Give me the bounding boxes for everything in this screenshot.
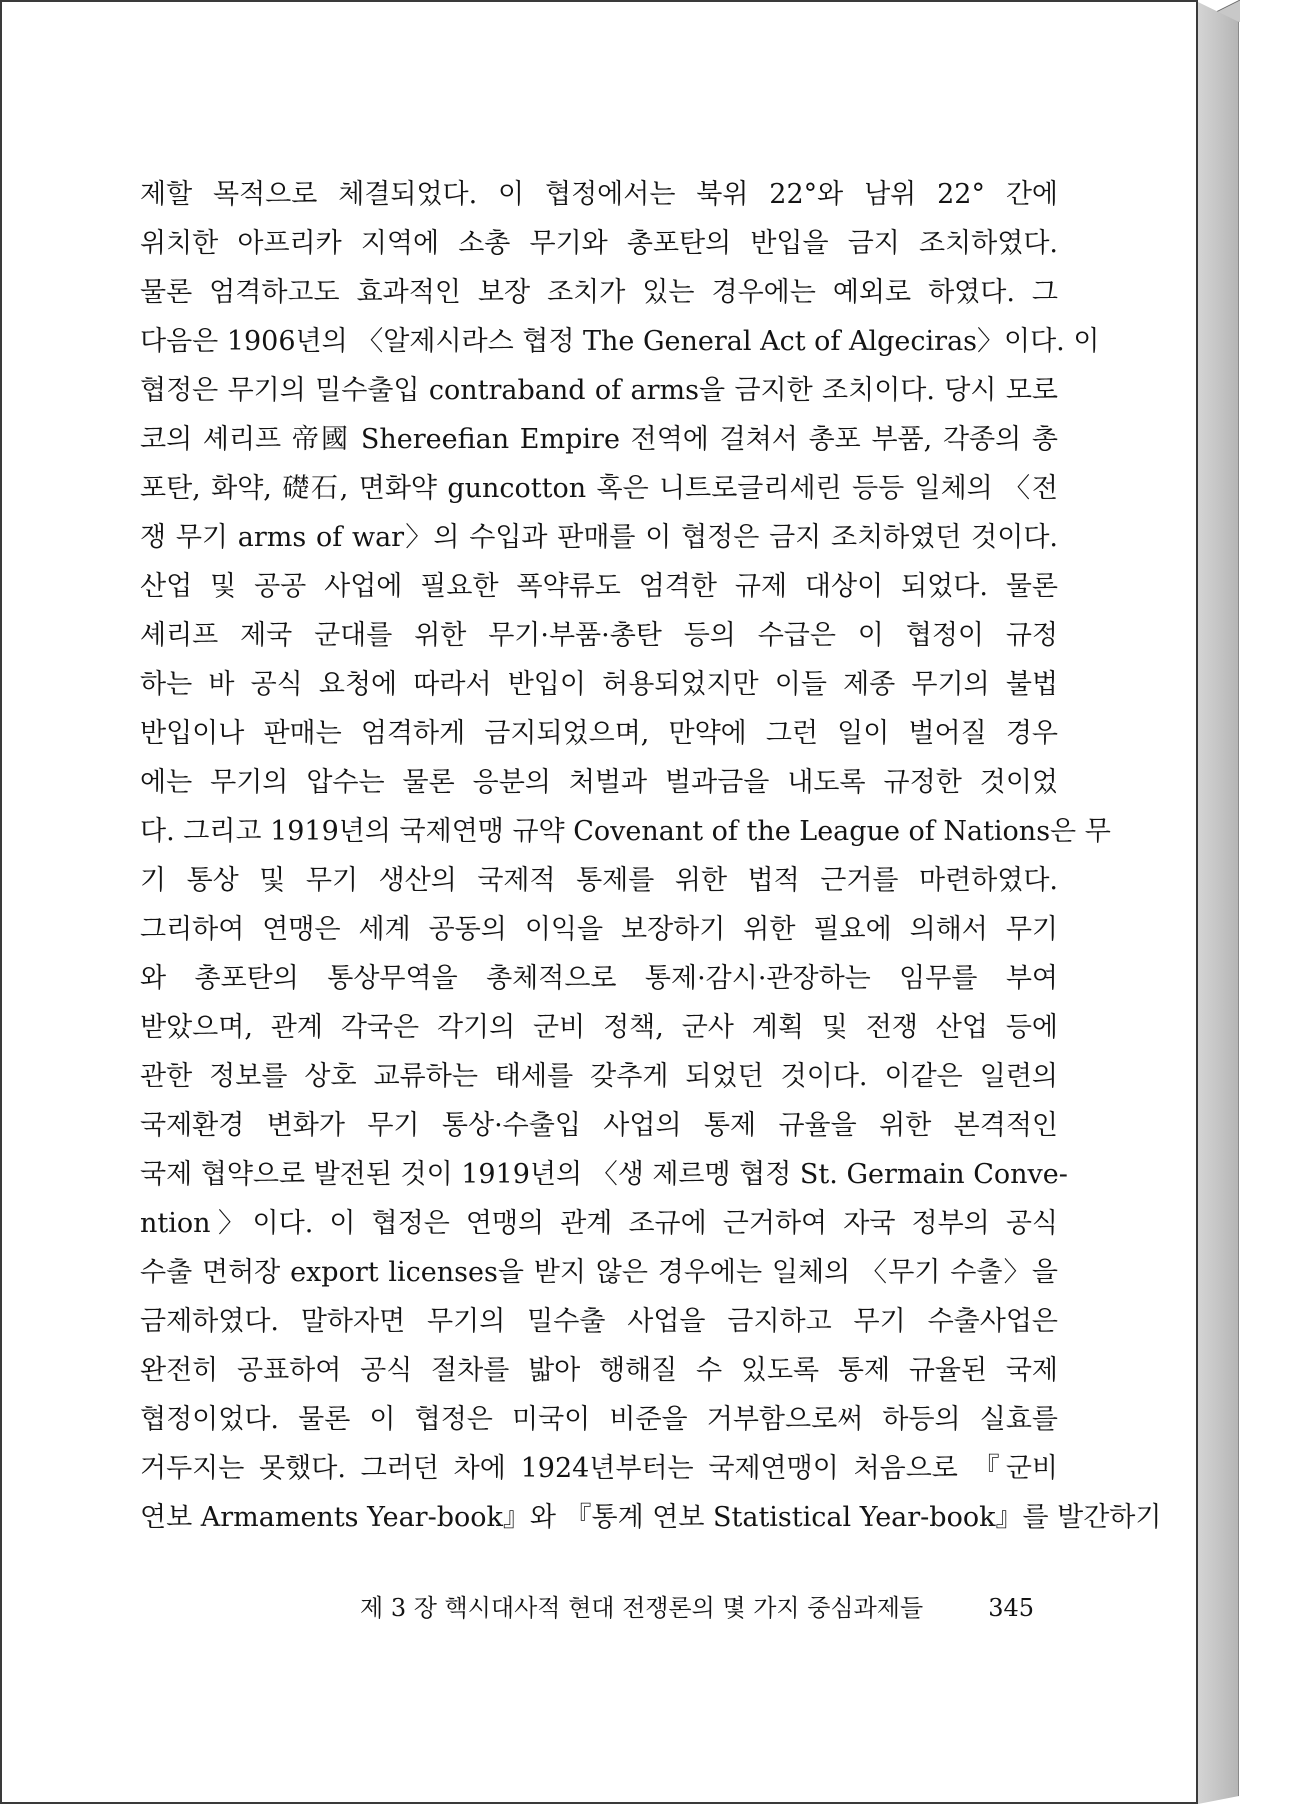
- text-line: 수출 면허장 export licenses을 받지 않은 경우에는 일체의 〈무기 수출〉을: [140, 1257, 1058, 1288]
- text-line: 에는 무기의 압수는 물론 응분의 처벌과 벌과금을 내도록 규정한 것이었: [140, 767, 1058, 798]
- text-line: 셰리프 제국 군대를 위한 무기·부품·총탄 등의 수급은 이 협정이 규정: [140, 620, 1058, 651]
- chapter-title: 제 3 장 핵시대사적 현대 전쟁론의 몇 가지 중심과제들: [360, 1594, 924, 1622]
- text-line: 포탄, 화약, 礎石, 면화약 guncotton 혹은 니트로글리세린 등등 일체의 〈전: [140, 473, 1058, 504]
- text-line: 다. 그리고 1919년의 국제연맹 규약 Covenant of the League of Nations은 무: [140, 816, 1111, 847]
- text-line: 받았으며, 관계 각국은 각기의 군비 정책, 군사 계획 및 전쟁 산업 등에: [140, 1012, 1058, 1043]
- text-line: 협정이었다. 물론 이 협정은 미국이 비준을 거부함으로써 하등의 실효를: [140, 1404, 1058, 1435]
- text-line: 기 통상 및 무기 생산의 국제적 통제를 위한 법적 근거를 마련하였다.: [140, 865, 1058, 896]
- text-line: 국제환경 변화가 무기 통상·수출입 사업의 통제 규율을 위한 본격적인: [140, 1110, 1058, 1141]
- text-line: 그리하여 연맹은 세계 공동의 이익을 보장하기 위한 필요에 의해서 무기: [140, 914, 1058, 945]
- text-line: 쟁 무기 arms of war〉의 수입과 판매를 이 협정은 금지 조치하였던 것이다.: [140, 522, 1058, 553]
- text-line: 관한 정보를 상호 교류하는 태세를 갖추게 되었던 것이다. 이같은 일련의: [140, 1061, 1058, 1092]
- text-line: 거두지는 못했다. 그러던 차에 1924년부터는 국제연맹이 처음으로 『군비: [140, 1453, 1058, 1484]
- text-line: 제할 목적으로 체결되었다. 이 협정에서는 북위 22°와 남위 22° 간에: [140, 179, 1058, 210]
- text-line: 반입이나 판매는 엄격하게 금지되었으며, 만약에 그런 일이 벌어질 경우: [140, 718, 1058, 749]
- text-line: 금제하였다. 말하자면 무기의 밀수출 사업을 금지하고 무기 수출사업은: [140, 1306, 1058, 1337]
- text-line: 협정은 무기의 밀수출입 contraband of arms을 금지한 조치이다. 당시 모로: [140, 375, 1058, 406]
- text-line: 다음은 1906년의 〈알제시라스 협정 The General Act of Algeciras〉이다. 이: [140, 326, 1100, 357]
- text-line: 물론 엄격하고도 효과적인 보장 조치가 있는 경우에는 예외로 하였다. 그: [140, 277, 1058, 308]
- text-line: 와 총포탄의 통상무역을 총체적으로 통제·감시·관장하는 임무를 부여: [140, 963, 1058, 994]
- text-line: 완전히 공표하여 공식 절차를 밟아 행해질 수 있도록 통제 규율된 국제: [140, 1355, 1058, 1386]
- text-line: 위치한 아프리카 지역에 소총 무기와 총포탄의 반입을 금지 조치하였다.: [140, 228, 1058, 259]
- text-line: 산업 및 공공 사업에 필요한 폭약류도 엄격한 규제 대상이 되었다. 물론: [140, 571, 1058, 602]
- text-line: ntion〉이다. 이 협정은 연맹의 관계 조규에 근거하여 자국 정부의 공식: [140, 1208, 1058, 1239]
- page-number: 345: [988, 1594, 1034, 1622]
- text-line: 하는 바 공식 요청에 따라서 반입이 허용되었지만 이들 제종 무기의 불법: [140, 669, 1058, 700]
- page-thickness-edge: [1198, 2, 1239, 1804]
- text-line: 연보 Armaments Year-book』와 『통계 연보 Statistical Year-book』를 발간하기: [140, 1502, 1162, 1533]
- text-line: 국제 협약으로 발전된 것이 1919년의 〈생 제르멩 협정 St. Germain Conve-: [140, 1159, 1068, 1190]
- body-text: [140, 170, 1162, 1542]
- running-footer: [360, 1588, 1034, 1628]
- text-line: 코의 셰리프 帝國 Shereefian Empire 전역에 걸쳐서 총포 부품, 각종의 총: [140, 424, 1058, 455]
